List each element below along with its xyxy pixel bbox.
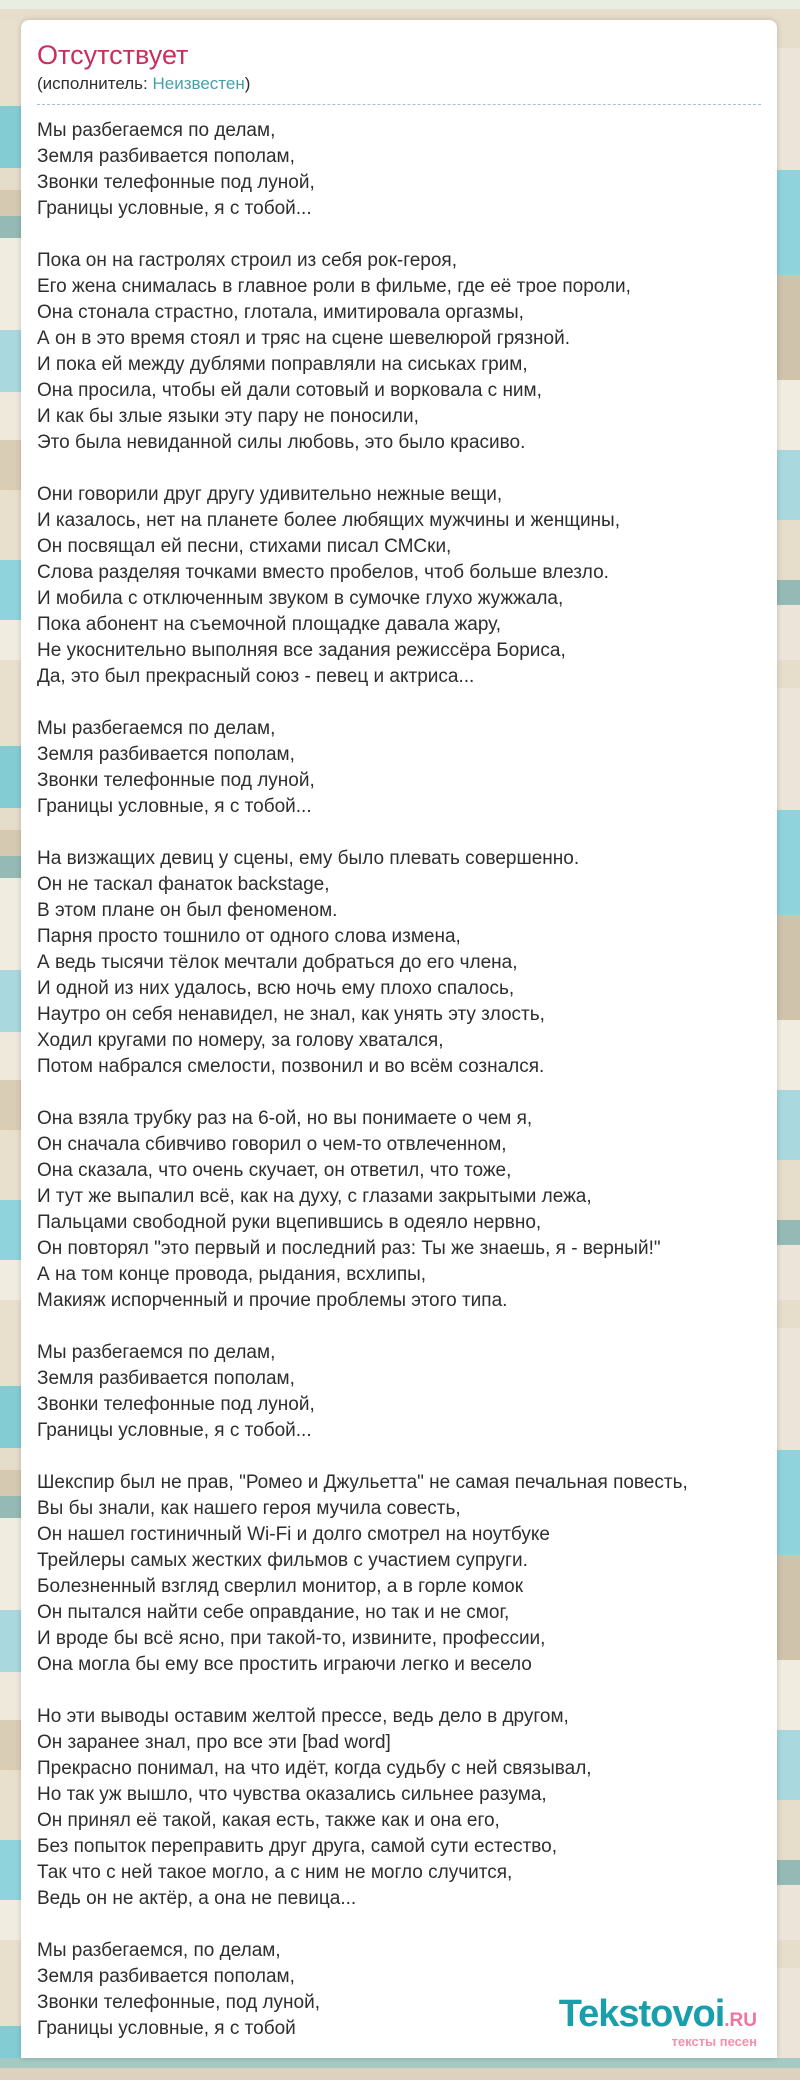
site-logo-tagline: тексты песен [671, 2034, 757, 2049]
site-logo-tld: .RU [724, 2010, 757, 2031]
background-stripes-right [777, 20, 800, 2058]
artist-subtitle [37, 74, 761, 105]
lyric-line: Земля разбивается пополам, [37, 146, 295, 167]
lyric-line: Они говорили друг другу удивительно нежные вещи, [37, 484, 503, 505]
stanza [37, 1470, 761, 1678]
site-logo-wordmark[interactable] [559, 1995, 757, 2033]
lyric-line: Парня просто тошнило от одного слова измена, [37, 926, 461, 947]
lyric-line: Он не таскал фанаток backstage, [37, 874, 330, 895]
lyric-line: Прекрасно понимал, на что идёт, когда судьбу с ней связывал, [37, 1758, 592, 1779]
lyric-line: Он нашел гостиничный Wi-Fi и долго смотрел на ноутбуке [37, 1524, 550, 1545]
lyric-line: И вроде бы всё ясно, при такой-то, извините, профессии, [37, 1628, 546, 1649]
lyric-line: Так что с ней такое могло, а с ним не могло случится, [37, 1862, 513, 1883]
lyric-line: Пока он на гастролях строил из себя рок-героя, [37, 250, 457, 271]
page-title: Отсутствует [37, 40, 189, 70]
stanza [37, 716, 761, 820]
lyric-line: Пока абонент на съемочной площадке давала жару, [37, 614, 502, 635]
lyric-line: Но эти выводы оставим желтой прессе, ведь дело в другом, [37, 1706, 569, 1727]
lyric-line: И как бы злые языки эту пару не поносили, [37, 406, 419, 427]
lyric-line: Болезненный взгляд сверлил монитор, а в горле комок [37, 1576, 524, 1597]
content-panel [21, 20, 777, 2058]
stanza [37, 248, 761, 456]
lyric-line: Наутро он себя ненавидел, не знал, как унять эту злость, [37, 1004, 545, 1025]
background-stripes-left [0, 20, 21, 2058]
lyric-line: Звонки телефонные под луной, [37, 770, 315, 791]
lyric-line: Пальцами свободной руки вцепившись в одеяло нервно, [37, 1212, 542, 1233]
lyric-line: А на том конце провода, рыдания, всхлипы, [37, 1264, 427, 1285]
lyric-line: Ведь он не актёр, а она не певица... [37, 1888, 357, 1909]
lyric-line: Ходил кругами по номеру, за голову хватался, [37, 1030, 444, 1051]
lyric-line: Земля разбивается пополам, [37, 1368, 295, 1389]
lyric-line: Она просила, чтобы ей дали сотовый и ворковала с ним, [37, 380, 542, 401]
stanza [37, 118, 761, 222]
lyric-line: Трейлеры самых жестких фильмов с участием супруги. [37, 1550, 528, 1571]
lyric-line: И мобила с отключенным звуком в сумочке глухо жужжала, [37, 588, 564, 609]
lyric-line: Макияж испорченный и прочие проблемы этого типа. [37, 1290, 508, 1311]
stanza [37, 1704, 761, 1912]
lyric-line: Вы бы знали, как нашего героя мучила совесть, [37, 1498, 461, 1519]
lyric-line: Границы условные, я с тобой... [37, 796, 312, 817]
lyric-line: Мы разбегаемся по делам, [37, 120, 276, 141]
lyric-line: Она могла бы ему все простить играючи легко и весело [37, 1654, 532, 1675]
lyric-line: Он сначала сбивчиво говорил о чем-то отвлеченном, [37, 1134, 507, 1155]
lyric-line: Границы условные, я с тобой... [37, 198, 312, 219]
lyric-line: И тут же выпалил всё, как на духу, с глазами закрытыми лежа, [37, 1186, 592, 1207]
stanza [37, 846, 761, 1080]
lyric-line: И казалось, нет на планете более любящих мужчины и женщины, [37, 510, 620, 531]
lyric-line: Звонки телефонные, под луной, [37, 1992, 321, 2013]
lyric-line: Звонки телефонные под луной, [37, 172, 315, 193]
lyric-line: Он принял её такой, какая есть, также как и она его, [37, 1810, 500, 1831]
background-stripe-top [0, 0, 800, 20]
lyrics-text [37, 118, 761, 2042]
lyric-line: Мы разбегаемся по делам, [37, 1342, 276, 1363]
lyric-line: Шекспир был не прав, "Ромео и Джульетта" не самая печальная повесть, [37, 1472, 688, 1493]
lyric-line: И пока ей между дублями поправляли на сиськах грим, [37, 354, 528, 375]
lyric-line: Он посвящал ей песни, стихами писал СМСки, [37, 536, 452, 557]
lyric-line: На визжащих девиц у сцены, ему было плевать совершенно. [37, 848, 580, 869]
lyric-line: Он пытался найти себе оправдание, но так и не смог, [37, 1602, 510, 1623]
lyric-line: Границы условные, я с тобой [37, 2018, 296, 2039]
lyric-line: Мы разбегаемся по делам, [37, 718, 276, 739]
lyric-line: Звонки телефонные под луной, [37, 1394, 315, 1415]
stanza [37, 1340, 761, 1444]
lyric-line: Его жена снималась в главное роли в фильме, где её трое пороли, [37, 276, 631, 297]
artist-label: (исполнитель: [37, 74, 153, 93]
lyric-line: Границы условные, я с тобой... [37, 1420, 312, 1441]
lyric-line: Слова разделяя точками вместо пробелов, чтоб больше влезло. [37, 562, 609, 583]
artist-label-close: ) [244, 74, 251, 93]
lyric-line: Земля разбивается пополам, [37, 1966, 295, 1987]
lyric-line: Без попыток переправить друг друга, самой сути естество, [37, 1836, 558, 1857]
lyric-line: В этом плане он был феноменом. [37, 900, 338, 921]
lyric-line: А ведь тысячи тёлок мечтали добраться до его члена, [37, 952, 518, 973]
lyric-line: Не укоснительно выполняя все задания режиссёра Бориса, [37, 640, 566, 661]
artist-link[interactable]: Неизвестен [152, 74, 245, 93]
lyric-line: Он заранее знал, про все эти [bad word] [37, 1732, 391, 1753]
lyric-line: Да, это был прекрасный союз - певец и актриса... [37, 666, 475, 687]
lyric-line: Он повторял "это первый и последний раз: Ты же знаешь, я - верный!" [37, 1238, 661, 1259]
lyric-line: Но так уж вышло, что чувства оказались сильнее разума, [37, 1784, 547, 1805]
background-stripe-bottom [0, 2058, 800, 2080]
lyric-line: Земля разбивается пополам, [37, 744, 295, 765]
site-logo[interactable] [559, 1995, 757, 2048]
stanza [37, 482, 761, 690]
lyric-line: Она сказала, что очень скучает, он ответил, что тоже, [37, 1160, 512, 1181]
lyric-line: Это была невиданной силы любовь, это было красиво. [37, 432, 526, 453]
stanza [37, 1106, 761, 1314]
lyric-line: Мы разбегаемся, по делам, [37, 1940, 281, 1961]
site-logo-name: Tekstovoi [558, 1993, 725, 2035]
lyric-line: И одной из них удалось, всю ночь ему плохо спалось, [37, 978, 515, 999]
lyric-line: Она взяла трубку раз на 6-ой, но вы понимаете о чем я, [37, 1108, 533, 1129]
lyric-line: Потом набрался смелости, позвонил и во всём сознался. [37, 1056, 545, 1077]
lyric-line: А он в это время стоял и тряс на сцене шевелюрой грязной. [37, 328, 570, 349]
lyric-line: Она стонала страстно, глотала, имитировала оргазмы, [37, 302, 524, 323]
